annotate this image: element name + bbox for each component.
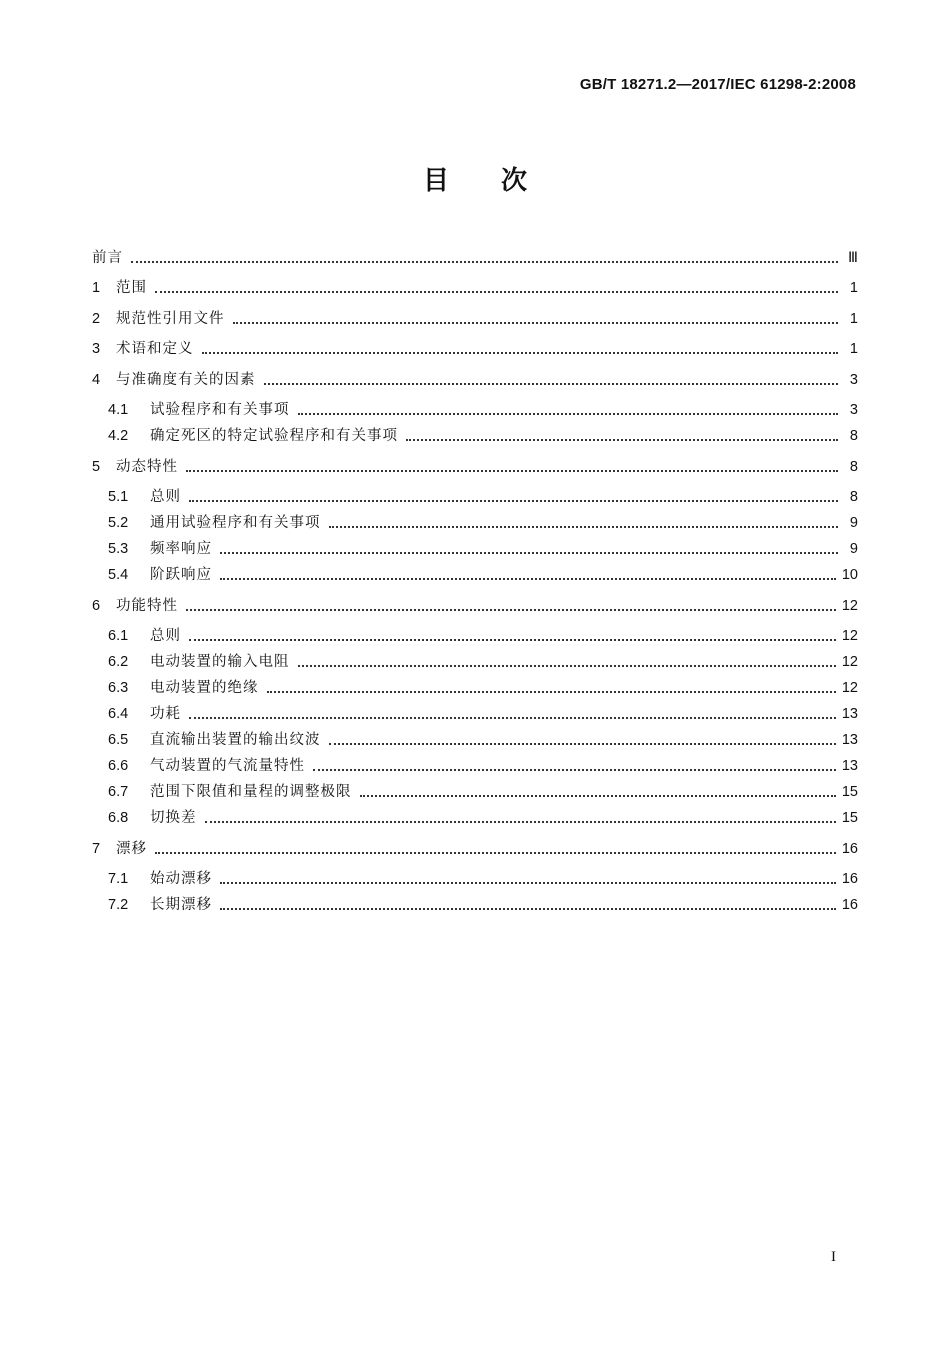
toc-entry-number: 6.4 — [108, 706, 129, 722]
toc-entry-4-2[interactable] — [108, 420, 858, 446]
toc-leader — [186, 608, 836, 611]
toc-entry-6-2[interactable] — [108, 646, 858, 672]
toc-entry-label: 频率响应 — [150, 541, 212, 557]
toc-leader — [189, 499, 838, 502]
toc-entry-6-6[interactable] — [108, 750, 858, 776]
toc-entry-label: 前言 — [92, 250, 123, 266]
toc-entry-page: 1 — [849, 280, 858, 296]
toc-entry-label: 通用试验程序和有关事项 — [150, 515, 321, 531]
toc-entry-label: 切换差 — [150, 810, 197, 826]
toc-entry-page: 12 — [841, 654, 858, 670]
toc-entry-number: 6 — [92, 598, 101, 614]
toc-entry-label: 确定死区的特定试验程序和有关事项 — [150, 428, 398, 444]
toc-entry-page: Ⅲ — [848, 250, 858, 266]
toc-leader — [131, 260, 838, 263]
toc-leader — [155, 290, 838, 293]
toc-entry-label: 规范性引用文件 — [116, 311, 225, 327]
toc-entry-label: 直流输出装置的输出纹波 — [150, 732, 321, 748]
toc-entry-number: 7.2 — [108, 897, 129, 913]
toc-entry-number: 6.3 — [108, 680, 129, 696]
toc-entry-page: 16 — [841, 841, 858, 857]
toc-entry-label: 总则 — [150, 628, 181, 644]
toc-entry-7-1[interactable] — [108, 863, 858, 889]
toc-entry-page: 3 — [849, 402, 858, 418]
toc-entry-5-2[interactable] — [108, 507, 858, 533]
toc-entry-label: 始动漂移 — [150, 871, 212, 887]
toc-leader — [233, 321, 839, 324]
toc-entry-label: 试验程序和有关事项 — [150, 402, 290, 418]
toc-entry-4[interactable] — [92, 364, 858, 390]
toc-entry-page: 1 — [849, 311, 858, 327]
toc-entry-number: 6.5 — [108, 732, 129, 748]
toc-entry-page: 12 — [841, 680, 858, 696]
toc-leader — [329, 742, 836, 745]
toc-leader — [264, 382, 839, 385]
toc-entry-page: 12 — [841, 598, 858, 614]
toc-entry-page: 12 — [841, 628, 858, 644]
toc-entry-label: 长期漂移 — [150, 897, 212, 913]
toc-entry-number: 5.3 — [108, 541, 129, 557]
toc-entry-5-1[interactable] — [108, 481, 858, 507]
page-number: I — [831, 1249, 836, 1265]
toc-entry-number: 5.4 — [108, 567, 129, 583]
toc-entry-label: 功耗 — [150, 706, 181, 722]
toc-leader — [329, 525, 839, 528]
toc-entry-label: 漂移 — [116, 841, 147, 857]
toc-entry-page: 16 — [841, 897, 858, 913]
toc-leader — [186, 469, 838, 472]
toc-leader — [155, 851, 836, 854]
toc-leader — [313, 768, 836, 771]
toc-entry-4-1[interactable] — [108, 394, 858, 420]
toc-entry-page: 8 — [849, 428, 858, 444]
toc-leader — [267, 690, 836, 693]
toc-leader — [189, 716, 836, 719]
toc-entry-page: 13 — [841, 706, 858, 722]
toc-entry-5-3[interactable] — [108, 533, 858, 559]
toc-entry-page: 16 — [841, 871, 858, 887]
toc-entry-number: 2 — [92, 311, 101, 327]
toc-entry-number: 1 — [92, 280, 101, 296]
toc-entry-page: 8 — [849, 459, 858, 475]
toc-entry-label: 与准确度有关的因素 — [116, 372, 256, 388]
toc-entry-number: 7.1 — [108, 871, 129, 887]
toc-entry-6-1[interactable] — [108, 620, 858, 646]
standard-number: GB/T 18271.2—2017/IEC 61298-2:2008 — [579, 76, 856, 93]
toc-entry-label: 范围 — [116, 280, 147, 296]
toc-entry-1[interactable] — [92, 272, 858, 298]
toc-entry-page: 1 — [849, 341, 858, 357]
toc-entry-6[interactable] — [92, 590, 858, 616]
toc-entry-5-4[interactable] — [108, 559, 858, 585]
toc-entry-number: 7 — [92, 841, 101, 857]
toc-entry-page: 15 — [841, 784, 858, 800]
toc-entry-number: 5 — [92, 459, 101, 475]
toc-leader — [298, 412, 839, 415]
toc-entry-number: 4.1 — [108, 402, 129, 418]
toc-entry-label: 动态特性 — [116, 459, 178, 475]
toc-entry-page: 15 — [841, 810, 858, 826]
toc-entry-label: 总则 — [150, 489, 181, 505]
toc-entry-label: 气动装置的气流量特性 — [150, 758, 305, 774]
toc-leader — [220, 551, 838, 554]
toc-entry-7[interactable] — [92, 833, 858, 859]
toc-entry-number: 6.2 — [108, 654, 129, 670]
toc-leader — [406, 438, 838, 441]
toc-entry-6-4[interactable] — [108, 698, 858, 724]
toc-entry-page: 13 — [841, 732, 858, 748]
toc-entry-number: 6.7 — [108, 784, 129, 800]
toc-entry-3[interactable] — [92, 333, 858, 359]
toc-entry-7-2[interactable] — [108, 889, 858, 915]
toc-entry-label: 范围下限值和量程的调整极限 — [150, 784, 352, 800]
toc-entry-number: 6.1 — [108, 628, 129, 644]
toc-entry-number: 5.2 — [108, 515, 129, 531]
toc-entry-page: 9 — [849, 541, 858, 557]
toc-entry-page: 9 — [849, 515, 858, 531]
toc-entry-label: 电动装置的输入电阻 — [150, 654, 290, 670]
toc-entry-number: 3 — [92, 341, 101, 357]
toc-entry-2[interactable] — [92, 303, 858, 329]
toc-leader — [202, 351, 839, 354]
toc-entry-6-8[interactable] — [108, 802, 858, 828]
toc-entry-foreword[interactable] — [92, 242, 858, 268]
toc-entry-number: 4.2 — [108, 428, 129, 444]
toc-entry-6-3[interactable] — [108, 672, 858, 698]
toc-leader — [360, 794, 836, 797]
toc-leader — [220, 577, 836, 580]
toc-entry-6-7[interactable] — [108, 776, 858, 802]
toc-entry-page: 13 — [841, 758, 858, 774]
toc-entry-number: 6.6 — [108, 758, 129, 774]
toc-leader — [220, 907, 836, 910]
toc-entry-label: 术语和定义 — [116, 341, 194, 357]
toc-entry-label: 电动装置的绝缘 — [150, 680, 259, 696]
toc-entry-number: 5.1 — [108, 489, 129, 505]
toc-leader — [220, 881, 836, 884]
toc-entry-page: 8 — [849, 489, 858, 505]
toc-entry-label: 功能特性 — [116, 598, 178, 614]
page-title: 目次 — [422, 166, 579, 196]
toc-entry-5[interactable] — [92, 451, 858, 477]
toc-leader — [189, 638, 836, 641]
toc-leader — [205, 820, 836, 823]
toc-entry-page: 3 — [849, 372, 858, 388]
toc-entry-label: 阶跃响应 — [150, 567, 212, 583]
toc-leader — [298, 664, 836, 667]
toc-entry-page: 10 — [841, 567, 858, 583]
toc-entry-number: 4 — [92, 372, 101, 388]
toc-entry-number: 6.8 — [108, 810, 129, 826]
toc-entry-6-5[interactable] — [108, 724, 858, 750]
